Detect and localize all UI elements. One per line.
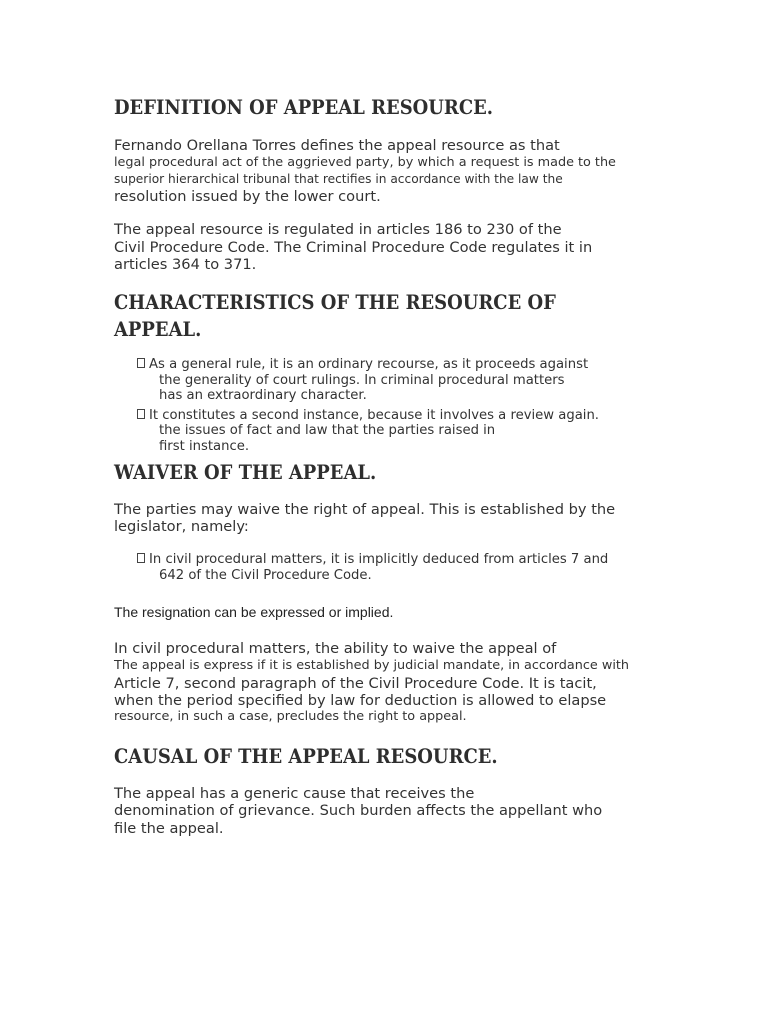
definition-paragraph-line: legal procedural act of the aggrieved party, by which a request is made to the [114,155,616,170]
regulation-paragraph-line: The appeal resource is regulated in articles 186 to 230 of the [114,221,562,238]
definition-paragraph-line: resolution issued by the lower court. [114,188,381,205]
causal-paragraph-line: denomination of grievance. Such burden affects the appellant who [114,802,603,819]
waiver-closing-line: resource, in such a case, precludes the right to appeal. [114,709,467,724]
waiver-closing-line: The appeal is express if it is established by judicial mandate, in accordance with [114,658,630,673]
section-heading-waiver: WAIVER OF THE APPEAL. [114,461,377,484]
waiver-intro-line: legislator, namely: [114,518,249,535]
section-heading-characteristics-cont: APPEAL. [114,318,202,341]
waiver-closing-line: Article 7, second paragraph of the Civil Procedure Code. It is tacit, [114,675,597,692]
bullet-text: It constitutes a second instance, because it involves a review again. [149,408,599,423]
resignation-note: The resignation can be expressed or implied. [114,604,394,620]
bullet-continuation: the issues of fact and law that the parties raised in [159,423,496,438]
bullet-text: In civil procedural matters, it is implicitly deduced from articles 7 and [149,552,609,567]
bullet-continuation: 642 of the Civil Procedure Code. [159,568,372,583]
section-heading-definition: DEFINITION OF APPEAL RESOURCE. [114,96,494,119]
causal-paragraph-line: file the appeal. [114,820,224,837]
checkbox-bullet-icon [137,358,145,368]
causal-paragraph-line: The appeal has a generic cause that receives the [114,785,475,802]
bullet-text: As a general rule, it is an ordinary recourse, as it proceeds against [149,357,589,372]
bullet-continuation: has an extraordinary character. [159,388,367,403]
waiver-closing-line: when the period specified by law for deduction is allowed to elapse [114,692,607,709]
waiver-closing-line: In civil procedural matters, the ability to waive the appeal of [114,640,557,657]
bullet-item [137,357,588,373]
bullet-continuation: the generality of court rulings. In criminal procedural matters [159,373,565,388]
checkbox-bullet-icon [137,409,145,419]
checkbox-bullet-icon [137,553,145,563]
bullet-item [137,552,608,568]
regulation-paragraph-line: articles 364 to 371. [114,256,257,273]
definition-paragraph-line: Fernando Orellana Torres defines the appeal resource as that [114,137,560,154]
bullet-item [137,408,599,424]
regulation-paragraph-line: Civil Procedure Code. The Criminal Procedure Code regulates it in [114,239,593,256]
section-heading-characteristics: CHARACTERISTICS OF THE RESOURCE OF [114,291,556,314]
definition-paragraph-line: superior hierarchical tribunal that rectifies in accordance with the law the [114,172,563,186]
section-heading-causal: CAUSAL OF THE APPEAL RESOURCE. [114,745,498,768]
waiver-intro-line: The parties may waive the right of appeal. This is established by the [114,501,616,518]
bullet-continuation: first instance. [159,439,250,454]
